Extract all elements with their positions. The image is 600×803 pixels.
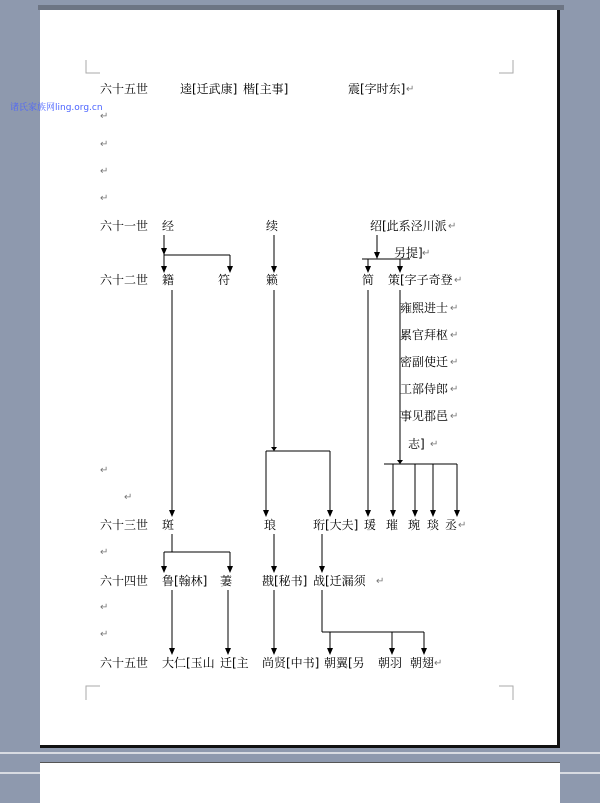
person-note: 密副使迁 bbox=[400, 355, 449, 369]
paragraph-mark: ↵ bbox=[100, 193, 109, 204]
paragraph-mark: ↵ bbox=[100, 111, 109, 122]
person-note: 工部侍郎 bbox=[400, 382, 449, 396]
person-name: 逵[迁武康] bbox=[180, 82, 238, 96]
person-name: 续 bbox=[266, 219, 279, 233]
paragraph-mark: ↵ bbox=[434, 658, 443, 669]
paragraph-mark: ↵ bbox=[100, 629, 109, 640]
paragraph-mark: ↵ bbox=[100, 602, 109, 613]
person-note: 雍熙进士 bbox=[400, 301, 449, 315]
person-name: 籁 bbox=[266, 273, 279, 287]
person-name: 朝翅 bbox=[410, 656, 435, 670]
paragraph-mark: ↵ bbox=[450, 303, 459, 314]
person-name: 尚贤[中书] bbox=[262, 656, 320, 670]
paragraph-mark: ↵ bbox=[100, 547, 109, 558]
person-name: 楷[主事] bbox=[243, 82, 289, 96]
person-name: 简 bbox=[362, 273, 375, 287]
generation-label: 六十三世 bbox=[100, 518, 149, 532]
person-name: 萋 bbox=[220, 574, 233, 588]
generation-label: 六十四世 bbox=[100, 574, 149, 588]
person-name: 迁[主 bbox=[220, 656, 249, 670]
person-name: 震[字时东] bbox=[348, 82, 406, 96]
person-name: 丞 bbox=[445, 518, 458, 532]
paragraph-mark: ↵ bbox=[124, 492, 133, 503]
person-name: 大仁[玉山 bbox=[162, 656, 215, 670]
person-name: 朝羽 bbox=[378, 656, 403, 670]
person-note: 另提] bbox=[394, 246, 423, 260]
paragraph-mark: ↵ bbox=[450, 384, 459, 395]
paragraph-mark: ↵ bbox=[458, 520, 467, 531]
paragraph-mark: ↵ bbox=[454, 275, 463, 286]
person-note: 事见郡邑 bbox=[400, 409, 449, 423]
person-name: 战[迁漏须 bbox=[313, 574, 366, 588]
generation-label: 六十一世 bbox=[100, 219, 149, 233]
paragraph-mark: ↵ bbox=[100, 166, 109, 177]
person-note: 志] bbox=[408, 437, 425, 451]
generation-label: 六十五世 bbox=[100, 82, 149, 96]
person-name: 经 bbox=[162, 219, 175, 233]
person-name: 斑 bbox=[162, 518, 175, 532]
person-name: 策[字子奇登 bbox=[388, 273, 453, 287]
paragraph-mark: ↵ bbox=[450, 411, 459, 422]
paragraph-mark: ↵ bbox=[422, 248, 431, 259]
person-name: 符 bbox=[218, 273, 231, 287]
person-note: 累官拜枢 bbox=[400, 328, 449, 342]
person-name: 戡[秘书] bbox=[262, 574, 308, 588]
paragraph-mark: ↵ bbox=[376, 576, 385, 587]
person-name: 琰 bbox=[427, 518, 440, 532]
person-name: 瑗 bbox=[364, 518, 377, 532]
person-name: 璀 bbox=[386, 518, 399, 532]
person-name: 籍 bbox=[162, 273, 175, 287]
generation-label: 六十二世 bbox=[100, 273, 149, 287]
paragraph-mark: ↵ bbox=[448, 221, 457, 232]
paragraph-mark: ↵ bbox=[100, 139, 109, 150]
person-name: 珩[大夫] bbox=[313, 518, 359, 532]
person-name: 鲁[翰林] bbox=[162, 574, 208, 588]
watermark: 诸氏家族网ling.org.cn bbox=[10, 103, 103, 113]
paragraph-mark: ↵ bbox=[430, 439, 439, 450]
paragraph-mark: ↵ bbox=[450, 330, 459, 341]
person-name: 琅 bbox=[264, 518, 277, 532]
paragraph-mark: ↵ bbox=[450, 357, 459, 368]
person-name: 朝翼[另 bbox=[324, 656, 365, 670]
generation-label: 六十五世 bbox=[100, 656, 149, 670]
person-name: 琬 bbox=[408, 518, 421, 532]
paragraph-mark: ↵ bbox=[100, 465, 109, 476]
person-name: 绍[此系泾川派 bbox=[370, 219, 447, 233]
paragraph-mark: ↵ bbox=[406, 84, 415, 95]
